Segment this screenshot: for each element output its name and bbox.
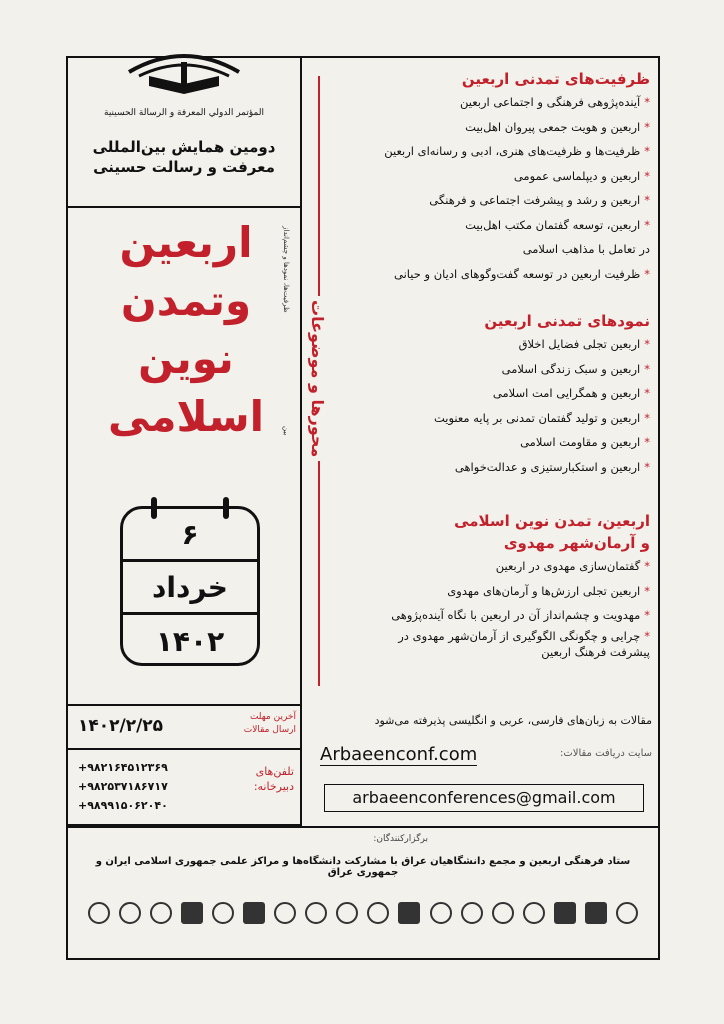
- phone-number[interactable]: +۹۸۹۹۱۵۰۶۲۰۴۰: [78, 799, 168, 812]
- phone-number[interactable]: +۹۸۲۵۳۷۱۸۶۷۱۷: [78, 780, 168, 793]
- list-item: *اربعین تجلی فضایل اخلاق: [518, 337, 650, 351]
- list-item: پیشرفت فرهنگ اربعین: [541, 644, 650, 659]
- conference-name-line1: دومین همایش بین‌المللی: [92, 138, 276, 156]
- partner-logo-icon: [430, 902, 452, 924]
- list-item: *ظرفیت اربعین در توسعه گفت‌وگوهای ادیان و حیانی: [394, 266, 650, 281]
- title-line4: اسلامی: [107, 392, 265, 441]
- title-line2: وتمدن: [120, 276, 252, 325]
- title-line1: اربعین: [119, 218, 253, 267]
- partner-logo-icon: [181, 902, 203, 924]
- partner-logo-icon: [367, 902, 389, 924]
- partner-logo-icon: [616, 902, 638, 924]
- calendar-ring-icon: [223, 497, 229, 519]
- languages-note: مقالات به زبان‌های فارسی، عربی و انگلیسی پذیرفته می‌شود: [374, 714, 652, 727]
- partner-logo-icon: [212, 902, 234, 924]
- list-item: *اربعین و رشد و پیشرفت اجتماعی و فرهنگی: [429, 193, 650, 207]
- list-item: *اربعین، توسعه گفتمان مکتب اهل‌بیت: [465, 217, 650, 232]
- list-item: *ظرفیت‌ها و ظرفیت‌های هنری، ادبی و رسانه‌ای اربعین: [384, 144, 650, 158]
- partner-logo-icon: [523, 902, 545, 924]
- section-title: ظرفیت‌های تمدنی اربعین: [461, 70, 650, 88]
- partner-logo-icon: [243, 902, 265, 924]
- phone-number[interactable]: +۹۸۲۱۶۴۵۱۲۳۶۹: [78, 761, 168, 774]
- partner-logo-icon: [554, 902, 576, 924]
- section-title: نمودهای تمدنی اربعین: [484, 312, 650, 330]
- list-item: *چرایی و چگونگی الگوگیری از آرمان‌شهر مهدوی در: [398, 628, 650, 643]
- section-title: اربعین، تمدن نوین اسلامی و آرمان‌شهر مهدوی: [454, 512, 650, 552]
- section-2: [332, 310, 650, 479]
- list-item: *اربعین و همگرایی امت اسلامی: [492, 386, 650, 400]
- email-address[interactable]: arbaeenconferences@gmail.com: [324, 784, 644, 812]
- list-item: *اربعین و مقاومت اسلامی: [520, 435, 650, 449]
- list-item: *گفتمان‌سازی مهدوی در اربعین: [495, 559, 650, 573]
- phone-list: [78, 758, 168, 815]
- list-item: *آینده‌پژوهی فرهنگی و اجتماعی اربعین: [459, 95, 650, 109]
- date-year: ۱۴۰۲: [155, 625, 225, 658]
- calendar-ring-icon: [151, 497, 157, 519]
- list-item: *اربعین و استکبارستیزی و عدالت‌خواهی: [454, 459, 650, 474]
- section-3: [332, 510, 650, 660]
- partner-logo-icon: [274, 902, 296, 924]
- title-box: [68, 206, 302, 706]
- organizers-text: ستاد فرهنگی اربعین و مجمع دانشگاهیان عراق با مشارکت دانشگاه‌ها و مراکز علمی جمهوری اسلامی ایران و جمهوری عراق: [95, 856, 631, 878]
- date-day: ۶: [123, 509, 257, 562]
- section-1: [332, 68, 650, 286]
- date-month: خرداد: [123, 562, 257, 615]
- title-line3: نوین: [138, 334, 234, 383]
- phones-box: [68, 750, 302, 826]
- partner-logo-icon: [336, 902, 358, 924]
- date-calendar: [120, 506, 260, 666]
- site-url[interactable]: Arbaeenconf.com: [320, 744, 478, 765]
- deadline-value: ۱۴۰۲/۲/۲۵: [78, 716, 164, 736]
- partner-logo-icon: [492, 902, 514, 924]
- partner-logo-icon: [585, 902, 607, 924]
- site-label: سایت دریافت مقالات:: [559, 748, 652, 759]
- partner-logo-icon: [461, 902, 483, 924]
- list-item: در تعامل با مذاهب اسلامی: [522, 242, 650, 256]
- deadline-label: آخرین مهلت ارسال مقالات: [243, 712, 296, 735]
- partner-logo-icon: [150, 902, 172, 924]
- header-box: [68, 58, 302, 208]
- list-item: *مهدویت و چشم‌انداز آن در اربعین با نگاه آینده‌پژوهی: [391, 608, 650, 622]
- organizers-box: [68, 826, 658, 960]
- list-item: *اربعین و سبک زندگی اسلامی: [501, 361, 650, 376]
- logo-arabic-text: المؤتمر الدولي المعرفة و الرسالة الحسينية: [104, 108, 264, 118]
- partner-logos: [88, 898, 638, 928]
- list-item: *اربعین تجلی ارزش‌ها و آرمان‌های مهدوی: [447, 583, 650, 598]
- main-title: [86, 214, 286, 446]
- partner-logo-icon: [398, 902, 420, 924]
- poster: [66, 56, 660, 960]
- organizers-label: برگزارکنندگان:: [373, 834, 428, 844]
- phones-label: تلفن‌های دبیرخانه:: [253, 765, 294, 793]
- list-item: *اربعین و تولید گفتمان تمدنی بر پایه معنویت: [433, 410, 650, 425]
- list-item: *اربعین و هویت جمعی پیروان اهل‌بیت: [465, 119, 650, 134]
- list-item: *اربعین و دیپلماسی عمومی: [513, 168, 650, 183]
- site-row: [316, 738, 652, 772]
- partner-logo-icon: [305, 902, 327, 924]
- conference-logo: [68, 58, 300, 203]
- topics-vertical: [306, 76, 328, 686]
- title-side-text: ظرفیت‌ها، نمودها و چشم‌انداز: [282, 226, 290, 313]
- topics-label: محورها و موضوعات: [308, 296, 327, 461]
- partner-logo-icon: [88, 902, 110, 924]
- conference-name-line2: معرفت و رسالت حسینی: [93, 158, 275, 176]
- topics-panel: [302, 58, 658, 706]
- title-side-text-2: بین: [282, 426, 290, 436]
- deadline-box: [68, 706, 302, 750]
- book-logo-icon: [109, 36, 259, 98]
- partner-logo-icon: [119, 902, 141, 924]
